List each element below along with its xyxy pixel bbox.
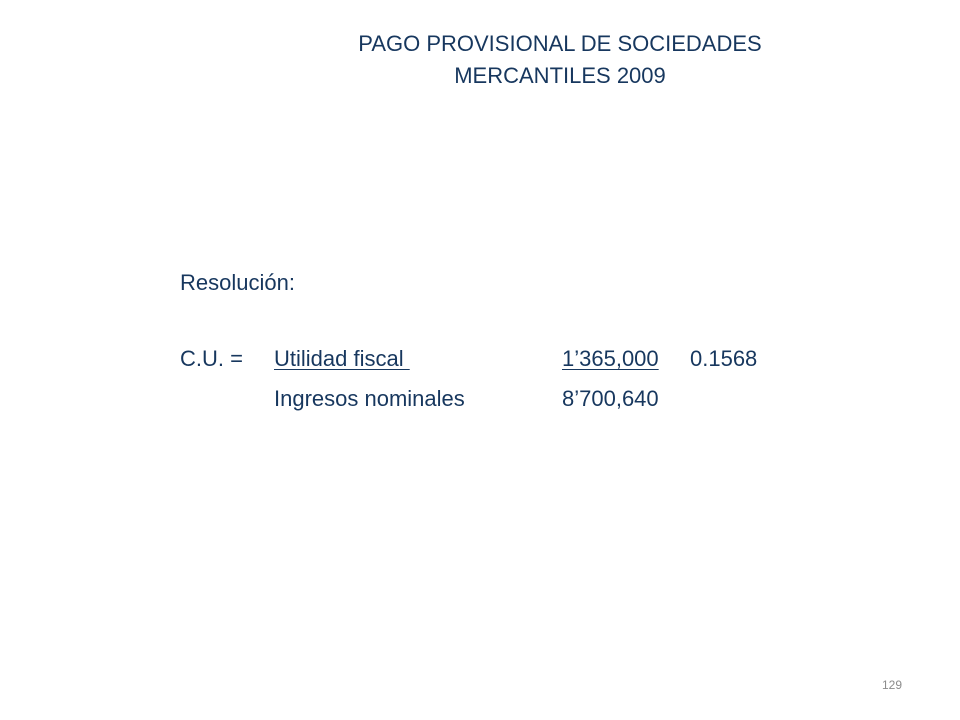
formula-result: 0.1568 xyxy=(690,346,758,371)
formula-lhs: C.U. = xyxy=(180,346,243,371)
title-line-2: MERCANTILES 2009 xyxy=(454,63,666,88)
slide-title xyxy=(260,28,860,92)
formula-denominator-label: Ingresos nominales xyxy=(274,386,465,411)
formula-numerator-label: Utilidad fiscal xyxy=(274,346,410,371)
formula-denominator-value: 8’700,640 xyxy=(562,386,659,411)
resolucion-label: Resolución: xyxy=(180,270,295,295)
formula-numerator-value: 1’365,000 xyxy=(562,346,659,371)
title-line-1: PAGO PROVISIONAL DE SOCIEDADES xyxy=(358,31,762,56)
page-number: 129 xyxy=(881,678,902,692)
